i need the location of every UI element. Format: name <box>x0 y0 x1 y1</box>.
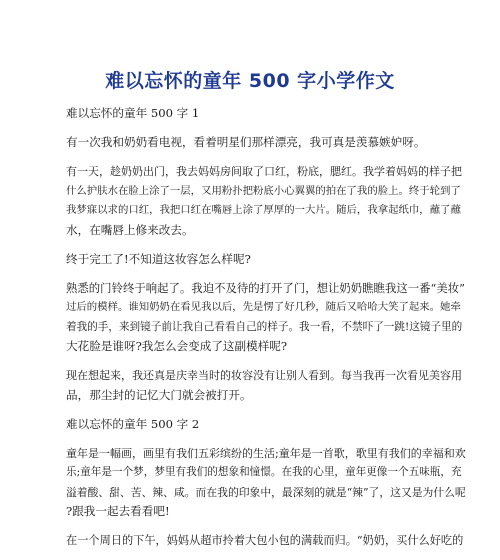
paragraph-line: 难以忘怀的童年 500 字 1 <box>66 106 200 120</box>
paragraph-line: 现在想起来，我还真是庆幸当时的妆容没有让别人看到。每当我再一次看见美容用 <box>66 369 462 382</box>
paragraph-line: 在一个周日的下午，妈妈从超市拎着大包小包的满载而归。“奶奶，买什么好吃的 <box>66 534 464 547</box>
paragraph-line: 大花脸是谁呀?我怎么会变成了这副模样呢? <box>66 339 288 353</box>
document-title: 难以忘怀的童年 500 字小学作文 <box>105 70 395 92</box>
paragraph-line: 品，那尘封的记忆大门就会被打开。 <box>66 387 252 402</box>
paragraph-line: 终于完工了!不知道这妆容怎么样呢? <box>66 251 251 266</box>
paragraph-sunday <box>66 531 466 551</box>
paragraph-line: 熟悉的门铃终于响起了。我迫不及待的打开了门，想让奶奶瞧瞧我这一番“美妆” <box>66 280 465 295</box>
paragraph-line: 有一次我和奶奶看电视，看着明星们那样漂亮，我可真是羡慕嫉妒呀。 <box>66 135 426 149</box>
paragraph-line: 我梦寐以求的口红，我把口红在嘴唇上涂了厚厚的一大片。随后，我拿起纸巾，蘸了蘸 <box>66 204 461 216</box>
paragraph-line: ?跟我一起去看看吧! <box>66 504 170 518</box>
paragraph-line: 着我的手，来到镜子前让我自己看看自己的样子。我一看，不禁吓了一跳!这镜子里的 <box>66 320 463 333</box>
paragraph-line: 水，在嘴唇上修来改去。 <box>66 222 194 237</box>
paragraph-line: 什么护肤水在脸上涂了一层，又用粉扑把粉底小心翼翼的拍在了我的脸上。终于轮到了 <box>66 184 461 197</box>
paragraph-makeup <box>66 162 466 240</box>
paragraph-line: 乐;童年是一个梦，梦里有我们的想象和憧憬。在我的心里，童年更像一个五味瓶，充 <box>66 466 462 478</box>
paragraph-tv <box>66 133 466 153</box>
paragraph-memory <box>66 366 466 405</box>
section-heading-2 <box>66 415 466 435</box>
paragraph-line: 难以忘怀的童年 500 字 2 <box>66 416 200 431</box>
document-body <box>66 104 466 560</box>
paragraph-line: 过后的模样。谁知奶奶在看见我以后，先是愣了好几秒，随后又哈哈大笑了起来。她牵 <box>66 301 461 313</box>
paragraph-line: 有一天，趁奶奶出门，我去妈妈房间取了口红，粉底，腮红。我学着妈妈的样子把 <box>66 165 462 178</box>
paragraph-line: 童年是一幅画，画里有我们五彩缤纷的生活;童年是一首歌，歌里有我们的幸福和欢 <box>66 446 466 460</box>
paragraph-finished <box>66 250 466 270</box>
paragraph-doorbell <box>66 279 466 357</box>
paragraph-line: 溢着酸、甜、苦、辣、咸。而在我的印象中，最深刻的就是“辣”了，这又是为什么呢 <box>66 485 466 499</box>
section-heading-1 <box>66 104 466 124</box>
paragraph-childhood <box>66 444 466 522</box>
